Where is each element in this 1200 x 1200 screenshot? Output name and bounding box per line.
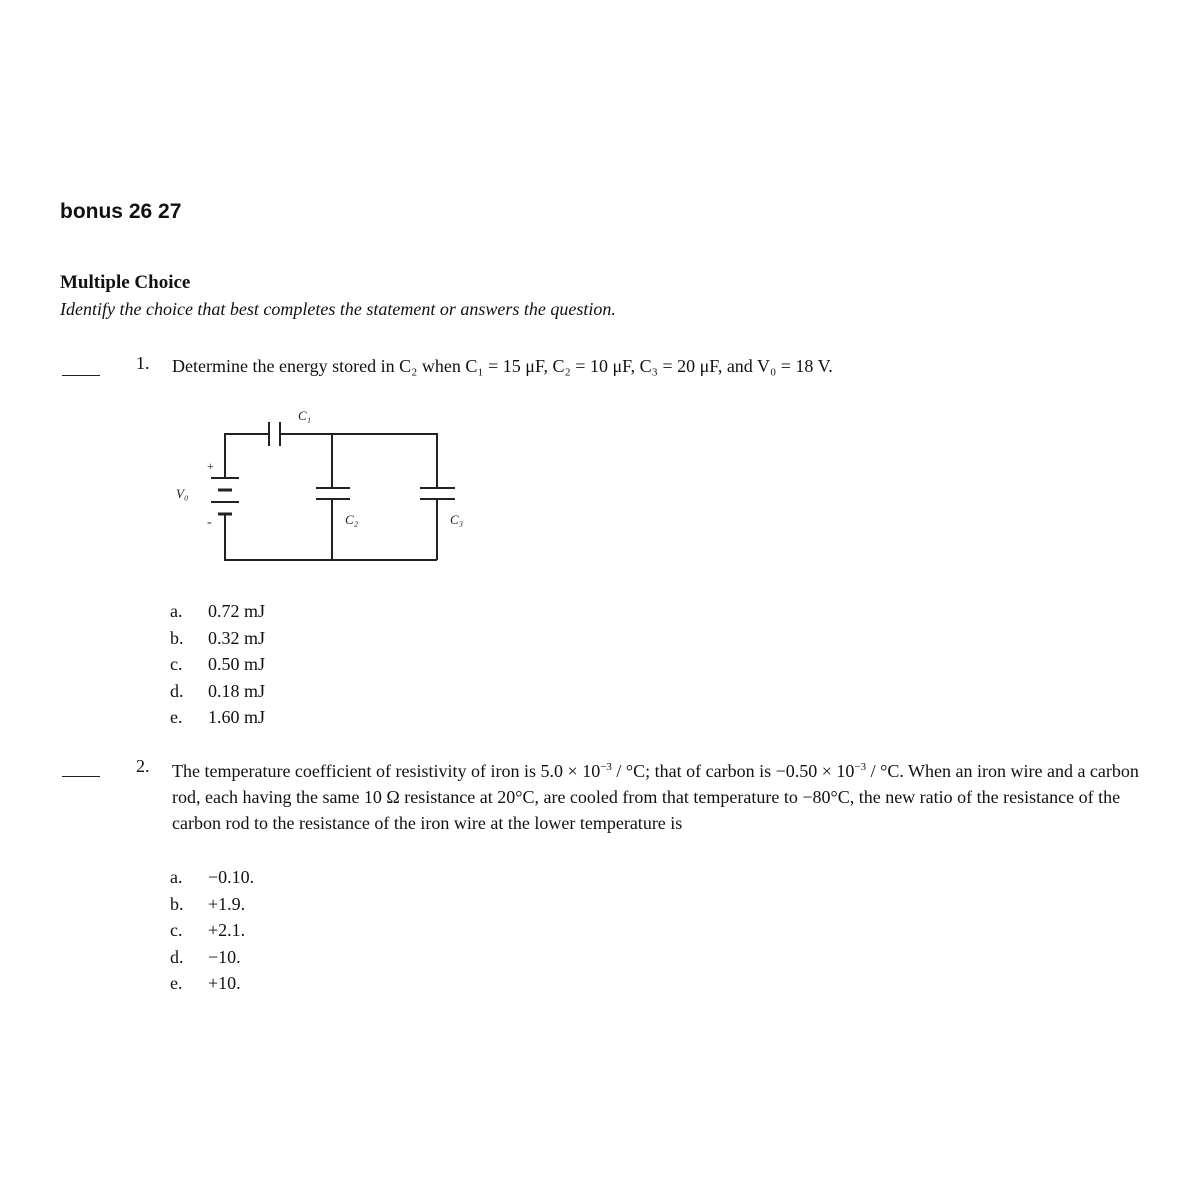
question-text-part: / °C. When an iron wire and a carbon rod, each having the same 10 Ω resistance at 20°C, are cooled from that temperature to −80°C, the new ratio of the resistance of the carbon rod to the resistance of the iron wire at the lower temperature is [172,761,1139,833]
choice-text: 0.32 mJ [208,627,266,648]
label-v0: V₀ [176,486,189,501]
section-title: Multiple Choice [60,272,191,293]
choice-letter: a. [170,601,183,621]
label-c1: C₁ [298,408,312,423]
answer-blank-q1[interactable] [62,375,100,376]
question-text: Determine the energy stored in C₂ when C₁ = 15 μF, C₂ = 10 μF, C₃ = 20 μF, and V₀ = 18 V. [172,356,833,376]
choice-a[interactable] [170,864,254,891]
choice-text: −10. [208,946,241,967]
choice-letter: c. [170,654,183,674]
choice-text: −0.10. [208,867,255,887]
choice-letter: e. [170,973,183,993]
choice-letter: e. [170,707,183,727]
choice-b[interactable] [170,625,265,652]
choice-text: 0.50 mJ [208,654,266,674]
choice-c[interactable] [170,651,265,678]
choice-list-q2 [170,864,254,997]
question-number: 2. [136,756,150,776]
choice-text: 0.18 mJ [208,680,266,701]
circuit-diagram [165,400,485,580]
label-c3: C₃ [450,512,464,527]
choice-d[interactable] [170,678,265,705]
choice-letter: b. [170,627,184,648]
choice-letter: a. [170,867,183,887]
question-number: 1. [136,353,150,373]
choice-text: 0.72 mJ [208,601,266,621]
choice-e[interactable] [170,704,265,731]
choice-text: +2.1. [208,920,246,940]
choice-text: +1.9. [208,893,246,914]
question-text [172,754,1152,836]
choice-letter: c. [170,920,183,940]
choice-b[interactable] [170,891,254,918]
document-title: bonus 26 27 [60,200,182,223]
choice-letter: d. [170,946,184,967]
choice-text: 1.60 mJ [208,707,266,727]
label-c2: C₂ [345,512,359,527]
choice-letter: d. [170,680,184,701]
choice-letter: b. [170,893,184,914]
label-minus: - [207,515,212,530]
choice-text: +10. [208,973,241,993]
choice-d[interactable] [170,944,254,971]
exponent: −3 [854,761,867,773]
choice-a[interactable] [170,598,265,625]
question-text-part: The temperature coefficient of resistivity of iron is 5.0 × 10 [172,761,601,781]
label-plus: + [207,459,214,473]
choice-e[interactable] [170,970,254,997]
question-text-part: / °C; that of carbon is −0.50 × 10 [611,761,855,781]
choice-list-q1 [170,598,265,731]
choice-c[interactable] [170,917,254,944]
section-instructions: Identify the choice that best completes the statement or answers the question. [60,299,616,319]
answer-blank-q2[interactable] [62,776,100,777]
exponent: −3 [600,761,612,773]
